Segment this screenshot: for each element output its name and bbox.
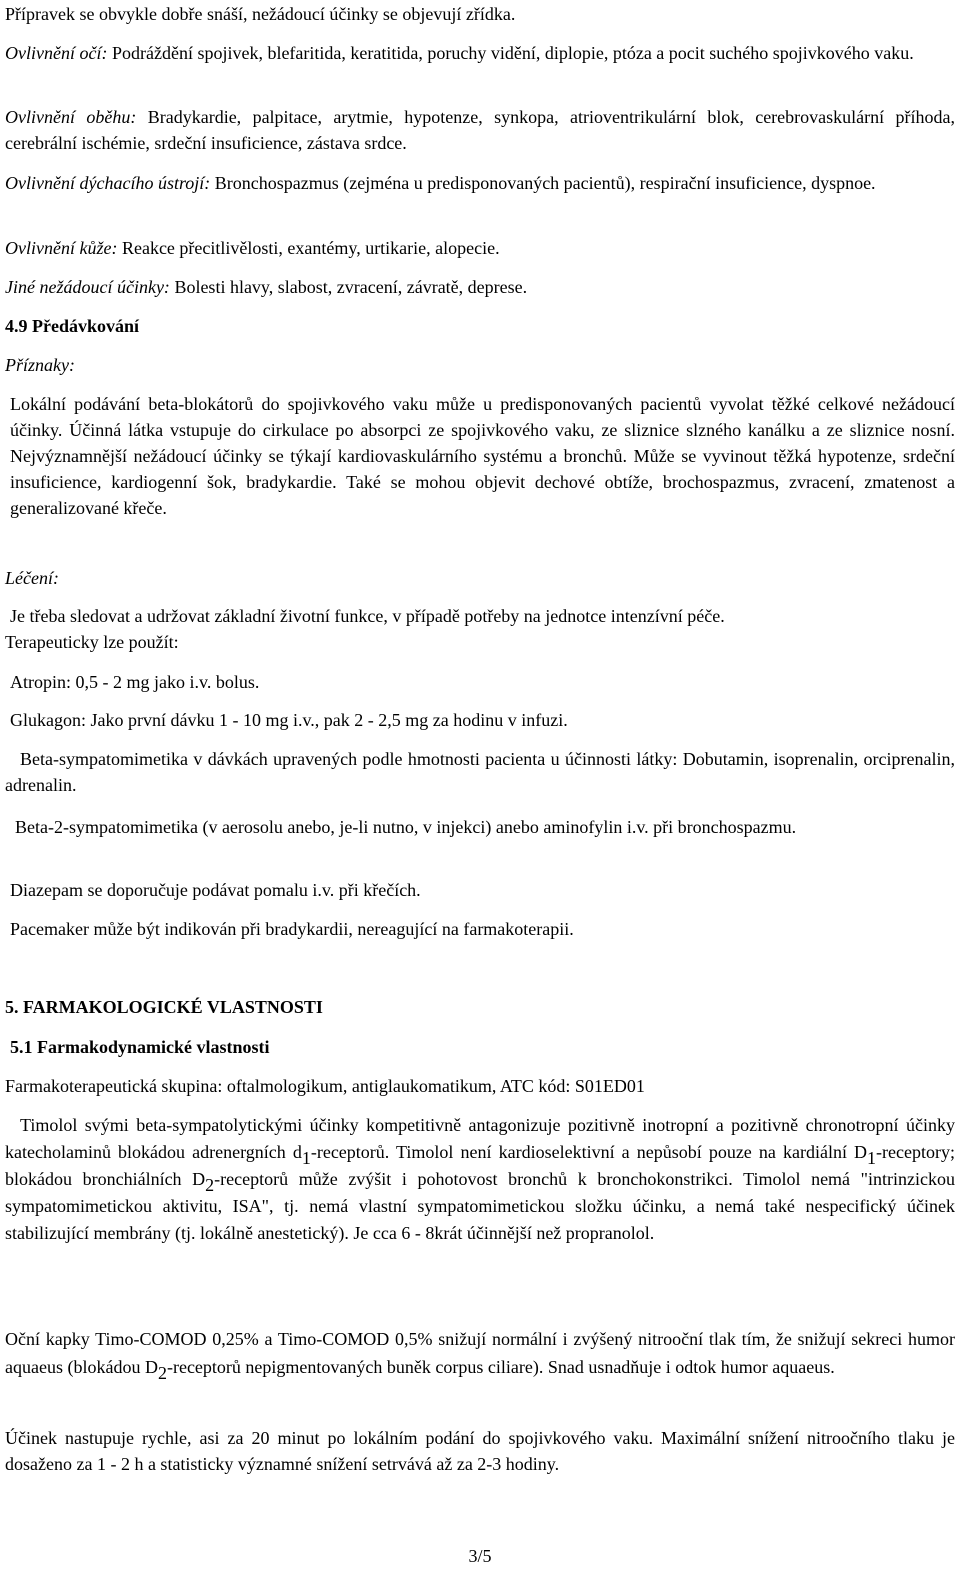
symptoms-text: Lokální podávání beta-blokátorů do spojivkového vaku může u predisponovaných pacientů vyvolat těžké celkové nežádoucí účinky. Účinná látka vstupuje do cirkulace po absorpci ze spojivkového vaku, ze sliznice slzného kanálku a ze sliznice nosní. Nejvýznamnější nežádoucí účinky se týkají kardiovaskulárního systému a bronchů. Může se vyvinout těžká hypotenze, srdeční insuficience, kardiogenní šok, bradykardie. Také se mohou objevit dechové obtíže, brochospazmus, zvracení, zmatenost a generalizované křeče. [10, 394, 955, 518]
eye-drops-paragraph [5, 1325, 955, 1381]
circulation-effects-label: Ovlivnění oběhu: [5, 107, 137, 127]
eye-drops-text-a: Oční kapky Timo-COMOD 0,25% a Timo-COMOD 0,5% snižují normální i zvýšený nitrooční tlak tím, že snižují sekreci humor aquaeus (blokádou D [5, 1329, 955, 1377]
skin-effects-text: Reakce přecitlivělosti, exantémy, urtikarie, alopecie. [117, 238, 500, 258]
eye-drops-sub: 2 [157, 1363, 167, 1383]
symptoms-label-text: Příznaky: [5, 355, 75, 375]
eye-drops-text-b: -receptorů nepigmentovaných buněk corpus ciliare). Snad usnadňuje i odtok humor aquaeus. [166, 1357, 835, 1377]
beta2-sympatomimetika: Beta-2-sympatomimetika (v aerosolu anebo, je-li nutno, v injekci) anebo aminofylin i.v. při bronchospazmu. [15, 817, 797, 837]
symptoms-label [5, 352, 955, 378]
glukagon-line: Glukagon: Jako první dávku 1 - 10 mg i.v., pak 2 - 2,5 mg za hodinu v infuzi. [10, 710, 568, 730]
circulation-effects-text: Bradykardie, palpitace, arytmie, hypotenze, synkopa, atrioventrikulární blok, cerebrovaskulární příhoda, cerebrální ischémie, srdeční insuficience, zástava srdce. [5, 107, 955, 153]
eye-effects [5, 40, 955, 66]
timolol-text-d: -receptorů může zvýšit i pohotovost bronchů k bronchokonstrikci. Timolol nemá "intrinzickou sympatomimetickou aktivitu, ISA", tj. nemá vlastní sympatomimetickou složku účinku, a nemá také nespecifický účinek stabilizující membrány (tj. lokálně anestetický). Je cca 6 - 8krát účinnější než propranolol. [5, 1169, 955, 1243]
timolol-text-a: Timolol svými beta-sympatolytickými účinky kompetitivně antagonizuje pozitivně inotropní a pozitivně chronotropní účinky katecholaminů blokádou adrenergních d [5, 1115, 955, 1162]
pharmacodynamics-subheading: 5.1 Farmakodynamické vlastnosti [10, 1037, 270, 1057]
beta-sympatomimetika: Beta-sympatomimetika v dávkách upravených podle hmotnosti pacienta u účinnosti látky: Dobutamin, isoprenalin, orciprenalin, adrenalin. [5, 749, 955, 795]
skin-effects-label: Ovlivnění kůže: [5, 238, 118, 258]
eye-effects-text: Podráždění spojivek, blefaritida, keratitida, poruchy vidění, diplopie, ptóza a pocit suchého spojivkového vaku. [107, 43, 914, 63]
treatment-label-text: Léčení: [5, 568, 59, 588]
skin-effects [5, 235, 955, 261]
overdose-heading: 4.9 Předávkování [5, 316, 140, 336]
timolol-text-b: -receptorů. Timolol není kardioselektivní a nepůsobí pouze na kardiální D [310, 1142, 868, 1162]
treatment-text-2: Terapeuticky lze použít: [5, 632, 179, 652]
timolol-text-c: -receptory; blokádou bronchiálních D [5, 1142, 955, 1189]
timolol-sub-2: 1 [867, 1148, 877, 1168]
timolol-sub-3: 2 [205, 1175, 215, 1195]
other-effects [5, 274, 955, 300]
treatment-label [5, 565, 955, 591]
side-effects-intro: Přípravek se obvykle dobře snáší, nežádoucí účinky se objevují zřídka. [5, 4, 516, 24]
eye-effects-label: Ovlivnění očí: [5, 43, 108, 63]
other-effects-text: Bolesti hlavy, slabost, zvracení, závratě, deprese. [169, 277, 528, 297]
onset-paragraph: Účinek nastupuje rychle, asi za 20 minut po lokálním podání do spojivkového vaku. Maximální snížení nitroočního tlaku je dosaženo za 1 - 2 h a statisticky významné snížení setrvává až za 2-3 hodiny. [5, 1428, 955, 1474]
timolol-sub-1: 1 [301, 1148, 311, 1168]
treatment-text-1: Je třeba sledovat a udržovat základní životní funkce, v případě potřeby na jednotce intenzívní péče. [10, 606, 725, 626]
pharmacology-heading: 5. FARMAKOLOGICKÉ VLASTNOSTI [5, 997, 323, 1017]
page-number: 3/5 [468, 1546, 492, 1566]
respiratory-effects-label: Ovlivnění dýchacího ústrojí: [5, 173, 211, 193]
other-effects-label: Jiné nežádoucí účinky: [5, 277, 170, 297]
respiratory-effects [5, 170, 955, 196]
timolol-paragraph [5, 1112, 955, 1247]
pharmacotherapeutic-group: Farmakoterapeutická skupina: oftalmologikum, antiglaukomatikum, ATC kód: S01ED01 [5, 1076, 645, 1096]
diazepam-line: Diazepam se doporučuje podávat pomalu i.v. při křečích. [10, 880, 421, 900]
atropin-line: Atropin: 0,5 - 2 mg jako i.v. bolus. [10, 672, 260, 692]
circulation-effects [5, 104, 955, 156]
respiratory-effects-text: Bronchospazmus (zejména u predisponovaných pacientů), respirační insuficience, dyspnoe. [210, 173, 876, 193]
pacemaker-line: Pacemaker může být indikován při bradykardii, nereagující na farmakoterapii. [10, 919, 574, 939]
